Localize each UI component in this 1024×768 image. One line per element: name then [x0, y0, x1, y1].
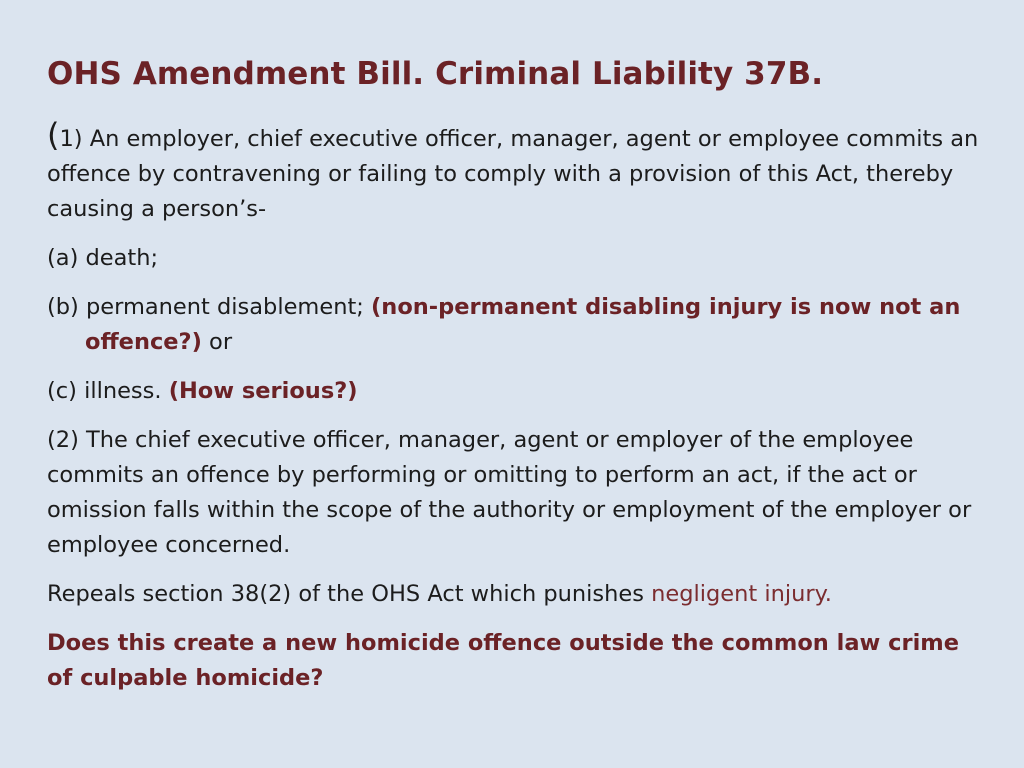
slide-title: OHS Amendment Bill. Criminal Liability 37B.: [47, 56, 824, 92]
paragraph-1-text: 1) An employer, chief executive officer, manager, agent or employee commits an offence by contravening or failing to comply with a provision of this Act, thereby causing a person’s-: [47, 126, 979, 222]
repeal-note: [47, 577, 987, 612]
repeal-note-highlight: negligent injury.: [651, 581, 832, 607]
paragraph-2: (2) The chief executive officer, manager, agent or employer of the employee commits an offence by performing or omitting to perform an act, if the act or omission falls within the scope of the authority or employment of the employer or employee concerned.: [47, 427, 972, 558]
item-c-text: (c) illness.: [47, 378, 169, 404]
slide-body: [47, 118, 987, 710]
item-b-suffix: or: [201, 329, 233, 355]
item-b-text: (b) permanent disablement;: [47, 294, 372, 320]
paragraph-1-open-paren: (: [47, 116, 60, 154]
item-b: [47, 290, 987, 360]
repeal-note-text: Repeals section 38(2) of the OHS Act which punishes: [47, 581, 652, 607]
item-c-highlight: (How serious?): [168, 378, 358, 404]
closing-question: Does this create a new homicide offence outside the common law crime of culpable homicide?: [47, 630, 960, 691]
item-b-highlight: (non-permanent disabling injury is now not an offence?): [85, 294, 961, 355]
paragraph-1: [47, 118, 987, 227]
item-a: (a) death;: [47, 245, 159, 271]
item-c: [47, 374, 987, 409]
